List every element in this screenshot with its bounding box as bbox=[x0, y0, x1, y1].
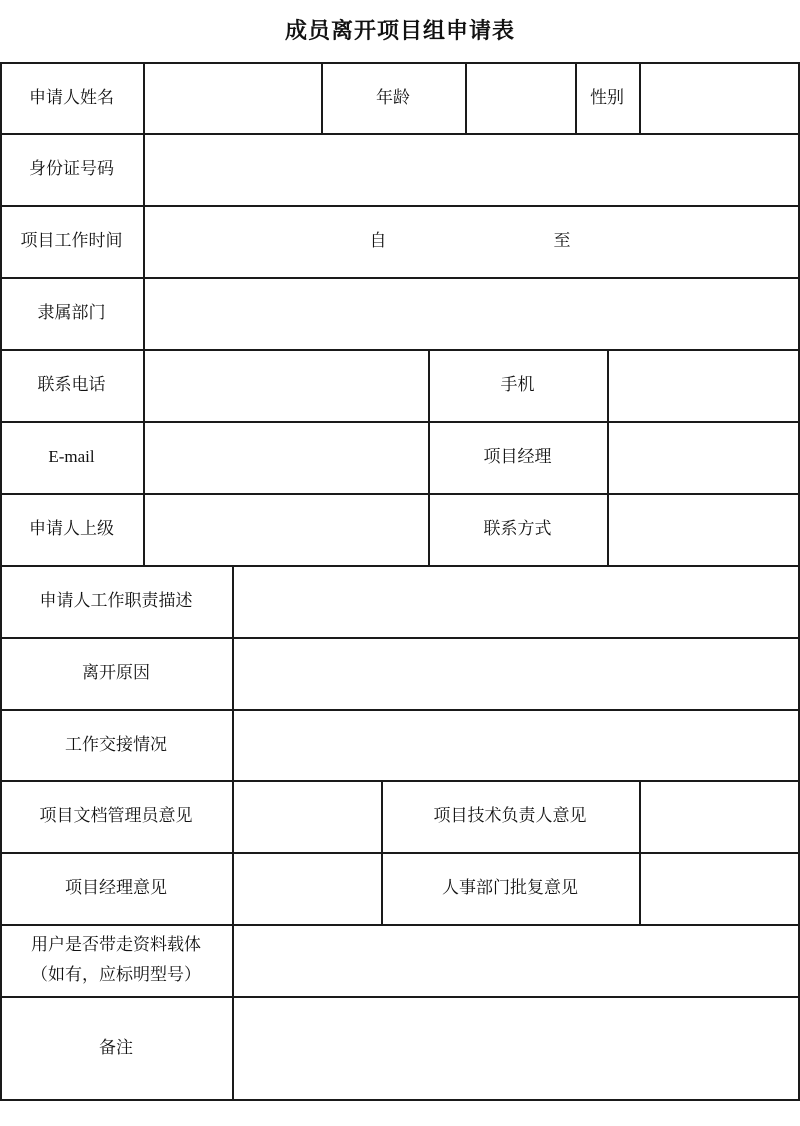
supervisor-label: 申请人上级 bbox=[29, 519, 114, 539]
tech-lead-opinion-label: 项目技术负责人意见 bbox=[433, 806, 587, 826]
job-description-field[interactable] bbox=[234, 567, 798, 637]
department-field[interactable] bbox=[145, 279, 798, 349]
email-field[interactable] bbox=[145, 423, 428, 493]
phone-field[interactable] bbox=[145, 351, 428, 421]
mobile-label: 手机 bbox=[500, 375, 535, 395]
mobile-field[interactable] bbox=[609, 351, 798, 421]
applicant-name-label: 申请人姓名 bbox=[29, 87, 114, 108]
remarks-field[interactable] bbox=[234, 998, 798, 1099]
age-label: 年龄 bbox=[376, 87, 410, 108]
leave-reason-label: 离开原因 bbox=[82, 663, 150, 683]
hr-opinion-field[interactable] bbox=[641, 854, 798, 924]
contact-label: 联系方式 bbox=[483, 519, 552, 539]
id-number-label: 身份证号码 bbox=[29, 159, 114, 179]
gender-label: 性别 bbox=[590, 87, 624, 108]
handover-field[interactable] bbox=[234, 711, 798, 780]
data-media-field[interactable] bbox=[234, 926, 798, 996]
doc-admin-opinion-label: 项目文档管理员意见 bbox=[39, 806, 193, 826]
contact-field[interactable] bbox=[609, 495, 798, 565]
pm-opinion-label: 项目经理意见 bbox=[65, 878, 167, 898]
data-media-label-line2: （如有，应标明型号） bbox=[31, 965, 201, 985]
gender-field[interactable] bbox=[641, 64, 798, 133]
department-label: 隶属部门 bbox=[37, 303, 106, 323]
data-media-label-line1: 用户是否带走资料载体 bbox=[31, 935, 201, 955]
tech-lead-opinion-field[interactable] bbox=[641, 782, 798, 852]
pm-opinion-field[interactable] bbox=[234, 854, 381, 924]
job-description-label: 申请人工作职责描述 bbox=[39, 591, 193, 611]
age-field[interactable] bbox=[467, 64, 575, 133]
project-manager-field[interactable] bbox=[609, 423, 798, 493]
handover-label: 工作交接情况 bbox=[65, 734, 167, 755]
work-period-to-label: 至 bbox=[553, 231, 571, 251]
work-period-label: 项目工作时间 bbox=[20, 231, 123, 251]
project-manager-label: 项目经理 bbox=[483, 447, 552, 467]
id-number-field[interactable] bbox=[145, 135, 798, 205]
leave-reason-field[interactable] bbox=[234, 639, 798, 709]
hr-opinion-label: 人事部门批复意见 bbox=[442, 878, 578, 898]
email-label: E-mail bbox=[48, 447, 95, 466]
application-form-table bbox=[0, 62, 800, 1100]
form-title: 成员离开项目组申请表 bbox=[284, 18, 515, 44]
data-media-label bbox=[0, 924, 232, 996]
phone-label: 联系电话 bbox=[37, 375, 106, 395]
doc-admin-opinion-field[interactable] bbox=[234, 782, 381, 852]
applicant-name-field[interactable] bbox=[145, 64, 321, 133]
supervisor-field[interactable] bbox=[145, 495, 428, 565]
work-period-from-label: 自 bbox=[369, 231, 387, 251]
remarks-label: 备注 bbox=[99, 1037, 133, 1058]
